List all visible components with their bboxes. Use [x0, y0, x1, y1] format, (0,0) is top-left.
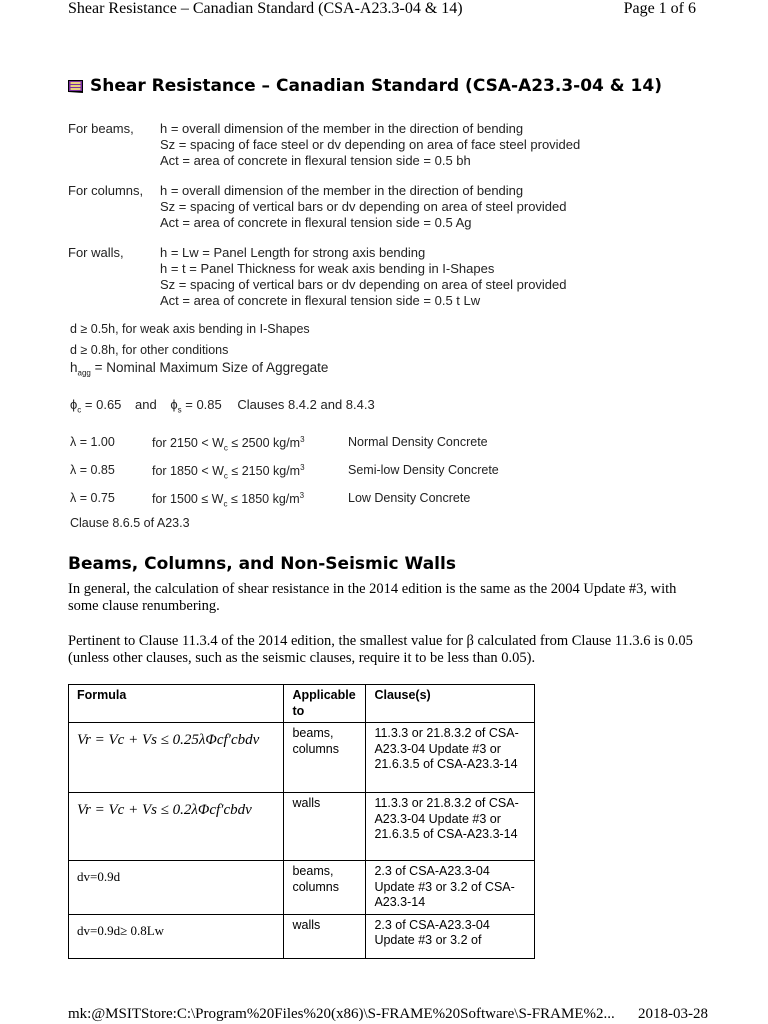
definition-line: h = Lw = Panel Length for strong axis bending: [160, 245, 426, 260]
lambda-type: Low Density Concrete: [348, 491, 471, 505]
applicable-cell: walls: [284, 793, 366, 861]
definition-line: h = overall dimension of the member in the direction of bending: [160, 183, 524, 198]
hagg-symbol: h: [70, 360, 78, 375]
phi-and: and: [135, 397, 157, 412]
phi-c-value: = 0.65: [81, 397, 122, 412]
header-doc-title: Shear Resistance – Canadian Standard (CSA-A23.3-04 & 14): [68, 0, 463, 17]
lambda-value: λ = 0.75: [70, 491, 115, 505]
condition-phi: [70, 397, 375, 415]
formula-cell: Vr = Vc + Vs ≤ 0.25λΦcf′cbdv: [69, 723, 284, 793]
phi-c-subscript: c: [77, 405, 82, 415]
phi-clauses: Clauses 8.4.2 and 8.4.3: [237, 397, 375, 412]
clause-cell: 11.3.3 or 21.8.3.2 of CSA-A23.3-04 Update #3 or 21.6.3.5 of CSA-A23.3-14: [366, 793, 535, 861]
table-row: [69, 861, 535, 915]
clause-cell: 2.3 of CSA-A23.3-04 Update #3 or 3.2 of CSA-A23.3-14: [366, 861, 535, 915]
condition-d-weak: d ≥ 0.5h, for weak axis bending in I-Shapes: [70, 322, 310, 336]
definition-label: For columns,: [68, 183, 144, 198]
applicable-cell: beams, columns: [284, 861, 366, 915]
table-header: Clause(s): [366, 685, 535, 723]
formula-cell: dv=0.9d: [69, 861, 284, 915]
book-icon: [68, 79, 84, 93]
condition-d-other: d ≥ 0.8h, for other conditions: [70, 343, 229, 357]
lambda-range: for $1500 \le W_c \le 1850$ $kg/m^3$: [152, 491, 305, 509]
formula-cell: dv=0.9d≥ 0.8Lw: [69, 914, 284, 958]
definition-label: For beams,: [68, 121, 134, 136]
page-title-row: [68, 76, 662, 96]
condition-hagg: [70, 360, 328, 378]
clause-cell: 11.3.3 or 21.8.3.2 of CSA-A23.3-04 Update #3 or 21.6.3.5 of CSA-A23.3-14: [366, 723, 535, 793]
lambda-type: Normal Density Concrete: [348, 435, 488, 449]
lambda-clause: Clause 8.6.5 of A23.3: [70, 516, 190, 530]
applicable-cell: walls: [284, 914, 366, 958]
table-header: Formula: [69, 685, 284, 723]
definition-line: Sz = spacing of vertical bars or dv depending on area of steel provided: [160, 199, 567, 214]
hagg-text: = Nominal Maximum Size of Aggregate: [90, 360, 329, 375]
clause-cell: 2.3 of CSA-A23.3-04 Update #3 or 3.2 of: [366, 914, 535, 958]
footer-path: mk:@MSITStore:C:\Program%20Files%20(x86)\S-FRAME%20Software\S-FRAME%2...: [68, 1006, 615, 1022]
lambda-type: Semi-low Density Concrete: [348, 463, 499, 477]
phi-c-symbol: ϕ: [70, 397, 78, 412]
table-row: [69, 914, 535, 958]
definition-line: Act = area of concrete in flexural tension side = 0.5 t Lw: [160, 293, 481, 308]
page-title: Shear Resistance – Canadian Standard (CSA-A23.3-04 & 14): [90, 76, 662, 96]
definition-line: h = overall dimension of the member in the direction of bending: [160, 121, 524, 136]
section-heading: Beams, Columns, and Non-Seismic Walls: [68, 554, 456, 574]
footer: [68, 1006, 708, 1023]
table-row: [69, 723, 535, 793]
paragraph-intro: In general, the calculation of shear resistance in the 2014 edition is the same as the 2004 Update #3, with some clause renumbering.: [68, 581, 677, 614]
footer-date: 2018-03-28: [638, 1006, 708, 1022]
paragraph-beta: Pertinent to Clause 11.3.4 of the 2014 edition, the smallest value for β calculated from Clause 11.3.6 is 0.05 (unless other clauses, such as the seismic clauses, require it to be less than 0.05).: [68, 633, 693, 666]
lambda-range: for $1850 < W_c \le 2150$ $kg/m^3$: [152, 463, 305, 481]
phi-s-subscript: s: [177, 405, 182, 415]
applicable-cell: beams, columns: [284, 723, 366, 793]
formula-table: [68, 684, 535, 959]
lambda-value: λ = 1.00: [70, 435, 115, 449]
hagg-subscript: agg: [77, 368, 91, 378]
definition-line: Act = area of concrete in flexural tension side = 0.5 bh: [160, 153, 471, 168]
definition-line: h = t = Panel Thickness for weak axis bending in I-Shapes: [160, 261, 495, 276]
table-row: [69, 793, 535, 861]
lambda-range: for $2150 < W_c \le 2500$ $kg/m^3$: [152, 435, 305, 453]
definition-line: Sz = spacing of face steel or dv depending on area of face steel provided: [160, 137, 581, 152]
definition-label: For walls,: [68, 245, 124, 260]
table-header-row: [69, 685, 535, 723]
lambda-value: λ = 0.85: [70, 463, 115, 477]
header-page-indicator: Page 1 of 6: [623, 0, 696, 17]
definition-line: Sz = spacing of vertical bars or dv depending on area of steel provided: [160, 277, 567, 292]
phi-s-value: = 0.85: [181, 397, 222, 412]
phi-s-symbol: ϕ: [170, 397, 178, 412]
definition-line: Act = area of concrete in flexural tension side = 0.5 Ag: [160, 215, 472, 230]
formula-cell: Vr = Vc + Vs ≤ 0.2λΦcf′cbdv: [69, 793, 284, 861]
table-header: Applicable to: [284, 685, 366, 723]
